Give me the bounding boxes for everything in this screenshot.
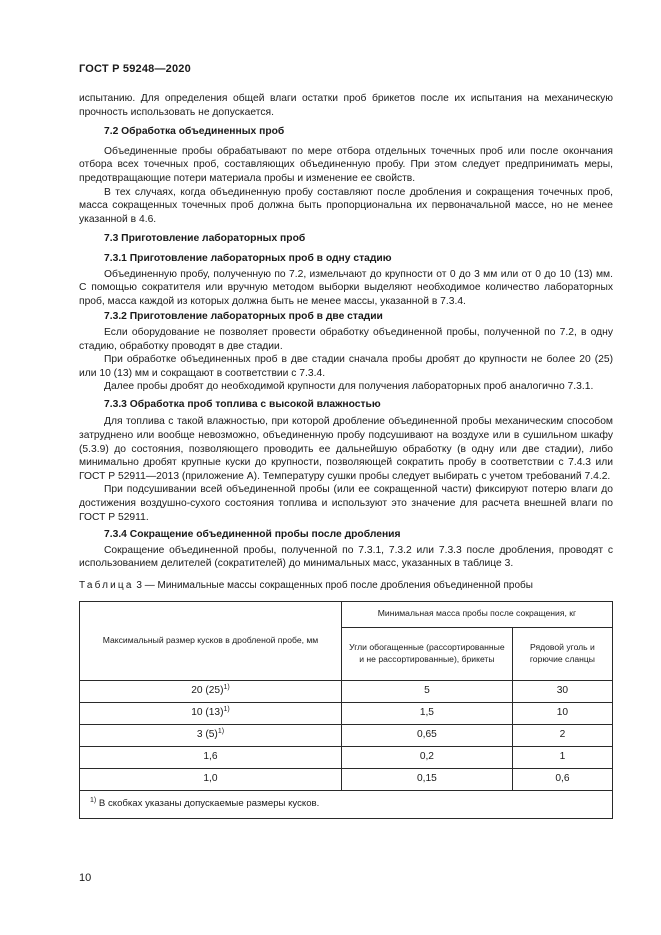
paragraph-7-3-1: Объединенную пробу, полученную по 7.2, измельчают до крупности от 0 до 3 мм или от 0 до 10 (13) мм. С помощью сократителя или вручную методом выборки выделяют необходимое количество лабораторных проб, масса каждой из которых должна быть не менее массы, указанной в 7.3.4.	[79, 268, 613, 307]
document-body	[79, 92, 613, 819]
table-caption-text: 3 — Минимальные массы сокращенных проб после дробления объединенной пробы	[136, 580, 533, 591]
paragraph-7-3-3-b: При подсушивании всей объединенной пробы (или ее сокращенной части) фиксируют потерю влаги до достижения воздушно-сухого состояния топлива и используют это значение для расчета внешней влаги по ГОСТ Р 52911.	[79, 484, 613, 523]
table-cell-mass-enriched: 0,65	[341, 724, 512, 746]
paragraph-7-2-b: В тех случаях, когда объединенную пробу составляют после дробления и сокращения точечных проб, масса сокращенных точечных проб должна быть пропорциональна их первоначальной массе, но не менее указанной в 4.6.	[79, 186, 613, 225]
table-cell-mass-ordinary: 1	[512, 746, 612, 768]
table-row	[80, 724, 613, 746]
table-caption	[79, 579, 613, 593]
table-row	[80, 768, 613, 790]
table-row	[80, 746, 613, 768]
table-row	[80, 680, 613, 702]
table-cell-mass-enriched: 5	[341, 680, 512, 702]
table-cell-mass-enriched: 0,2	[341, 746, 512, 768]
paragraph-7-2-a: Объединенные пробы обрабатывают по мере отбора отдельных точечных проб или после окончания отбора всех точечных проб, составляющих объединенную пробу. При этом следует предпринимать меры, предотвращающие потери материала пробы и изменение ее свойств.	[79, 145, 613, 184]
table-header-max-size: Максимальный размер кусков в дробленой пробе, мм	[80, 601, 342, 680]
footnote-mark: 1)	[90, 796, 97, 804]
paragraph-7-3-2-c: Далее пробы дробят до необходимой крупности для получения лабораторных проб аналогично 7.3.1.	[104, 381, 594, 393]
table-header-enriched-coal: Угли обогащенные (рассортированные и не рассортированные), брикеты	[341, 627, 512, 680]
section-heading-7-2: 7.2 Обработка объединенных проб	[104, 126, 285, 138]
paragraph-continuation: испытанию. Для определения общей влаги остатки проб брикетов после их испытания на механическую прочность использовать не допускается.	[79, 93, 613, 118]
table-caption-label: Таблица	[79, 580, 134, 591]
table-cell-size: 10 $(13)^{1)}$	[80, 702, 342, 724]
section-heading-7-3: 7.3 Приготовление лабораторных проб	[104, 233, 306, 245]
table-cell-mass-ordinary: 10	[512, 702, 612, 724]
paragraph-7-3-2-a: Если оборудование не позволяет провести обработку объединенной пробы, полученной по 7.2, в одну стадию, обработку проводят в две стадии.	[79, 326, 613, 352]
page-number: 10	[79, 872, 92, 884]
table-cell-size: 3 $(5)^{1)}$	[80, 724, 342, 746]
table-footnote	[80, 790, 613, 819]
paragraph-7-3-3-a: Для топлива с такой влажностью, при которой дробление объединенной пробы механическим способом затруднено или вообще невозможно, объединенную пробу подсушивают на воздухе или в сушильном шкафу (5.3.9) до состояния, позволяющего проводить ее дальнейшую обработку (в одну или две стадии), либо минимально дробят крупные куски до крупности, позволяющей сократить пробу в соответствии с 7.4.3 или ГОСТ Р 52911—2013 (приложение А). Температуру сушки пробы следует выбирать с учетом требований 7.4.2.	[79, 416, 613, 482]
document-code-header: ГОСТ Р 59248—2020	[79, 63, 191, 75]
table-header-min-mass: Минимальная масса пробы после сокращения, кг	[341, 601, 612, 627]
table-cell-mass-enriched: 1,5	[341, 702, 512, 724]
subsection-heading-7-3-2: 7.3.2 Приготовление лабораторных проб в две стадии	[104, 311, 383, 323]
footnote-text: В скобках указаны допускаемые размеры кусков.	[98, 797, 320, 809]
table-header-run-of-mine-coal: Рядовой уголь и горючие сланцы	[512, 627, 612, 680]
subsection-heading-7-3-3: 7.3.3 Обработка проб топлива с высокой влажностью	[104, 398, 381, 410]
table-cell-size: 20 $(25)^{1)}$	[80, 680, 342, 702]
table-cell-mass-ordinary: 30	[512, 680, 612, 702]
table-cell-size: 1,0	[80, 768, 342, 790]
table-cell-mass-ordinary: 0,6	[512, 768, 612, 790]
table-cell-mass-ordinary: 2	[512, 724, 612, 746]
table-row	[80, 702, 613, 724]
subsection-heading-7-3-1: 7.3.1 Приготовление лабораторных проб в одну стадию	[104, 252, 392, 264]
paragraph-7-3-4: Сокращение объединенной пробы, полученной по 7.3.1, 7.3.2 или 7.3.3 после дробления, проводят с использованием делителей (сократителей) до минимальных масс, указанных в таблице 3.	[79, 544, 613, 570]
table-cell-mass-enriched: 0,15	[341, 768, 512, 790]
subsection-heading-7-3-4: 7.3.4 Сокращение объединенной пробы после дробления	[104, 529, 401, 541]
table-cell-size: 1,6	[80, 746, 342, 768]
minimum-mass-table	[79, 601, 613, 820]
paragraph-7-3-2-b: При обработке объединенных проб в две стадии сначала пробы дробят до крупности не более 20 (25) или 10 (13) мм и сокращают в соответствии с 7.3.4.	[79, 354, 613, 379]
